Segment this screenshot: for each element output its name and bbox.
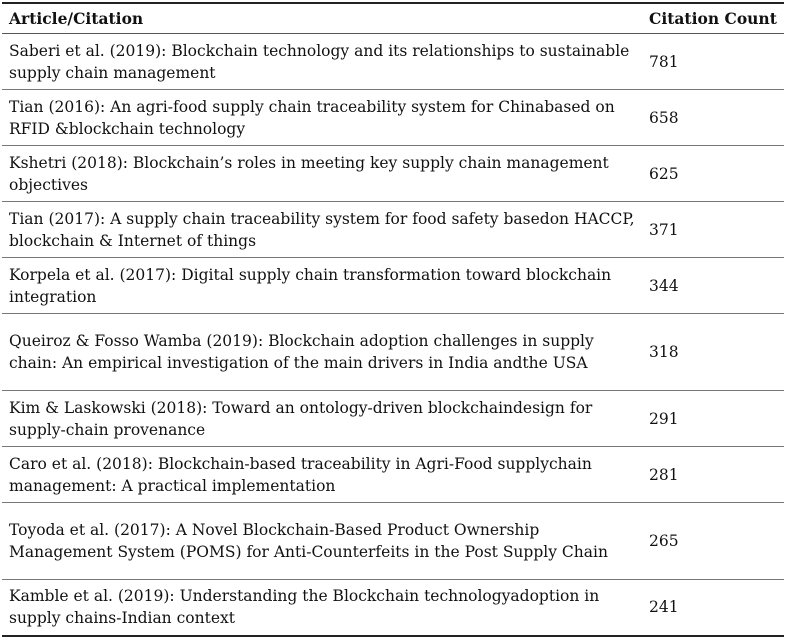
article-cell: Toyoda et al. (2017): A Novel Blockchain-Based Product Ownership Management System (POMS) for Anti-Counterfeits in the Post Supply Chain <box>2 503 642 580</box>
table-row <box>2 258 784 314</box>
table-row <box>2 90 784 146</box>
article-cell: Queiroz & Fosso Wamba (2019): Blockchain adoption challenges in supply chain: An empirical investigation of the main drivers in India andthe USA <box>2 314 642 391</box>
citation-table-container <box>2 2 784 637</box>
citation-count-cell: 344 <box>642 258 784 314</box>
citation-count-cell: 281 <box>642 447 784 503</box>
citation-count-cell: 241 <box>642 580 784 636</box>
article-cell: Tian (2016): An agri-food supply chain traceability system for Chinabased on RFID &blockchain technology <box>2 90 642 146</box>
citation-count-cell: 291 <box>642 391 784 447</box>
article-cell: Kim & Laskowski (2018): Toward an ontology-driven blockchaindesign for supply-chain provenance <box>2 391 642 447</box>
article-cell: Kshetri (2018): Blockchain’s roles in meeting key supply chain management objectives <box>2 146 642 202</box>
citation-count-cell: 265 <box>642 503 784 580</box>
column-header-citation-count: Citation Count <box>642 3 784 34</box>
table-row <box>2 580 784 636</box>
article-cell: Saberi et al. (2019): Blockchain technology and its relationships to sustainable supply chain management <box>2 34 642 90</box>
citation-count-cell: 658 <box>642 90 784 146</box>
table-header-row <box>2 3 784 34</box>
table-row <box>2 503 784 580</box>
citation-table <box>2 2 784 637</box>
citation-count-cell: 318 <box>642 314 784 391</box>
table-row <box>2 391 784 447</box>
article-cell: Korpela et al. (2017): Digital supply chain transformation toward blockchain integration <box>2 258 642 314</box>
table-row <box>2 202 784 258</box>
table-row <box>2 34 784 90</box>
table-row <box>2 146 784 202</box>
article-cell: Kamble et al. (2019): Understanding the Blockchain technologyadoption in supply chains-Indian context <box>2 580 642 636</box>
column-header-article: Article/Citation <box>2 3 642 34</box>
article-cell: Tian (2017): A supply chain traceability system for food safety basedon HACCP, blockchain & Internet of things <box>2 202 642 258</box>
table-row <box>2 314 784 391</box>
citation-count-cell: 371 <box>642 202 784 258</box>
citation-count-cell: 625 <box>642 146 784 202</box>
table-row <box>2 447 784 503</box>
citation-count-cell: 781 <box>642 34 784 90</box>
article-cell: Caro et al. (2018): Blockchain-based traceability in Agri-Food supplychain management: A practical implementation <box>2 447 642 503</box>
